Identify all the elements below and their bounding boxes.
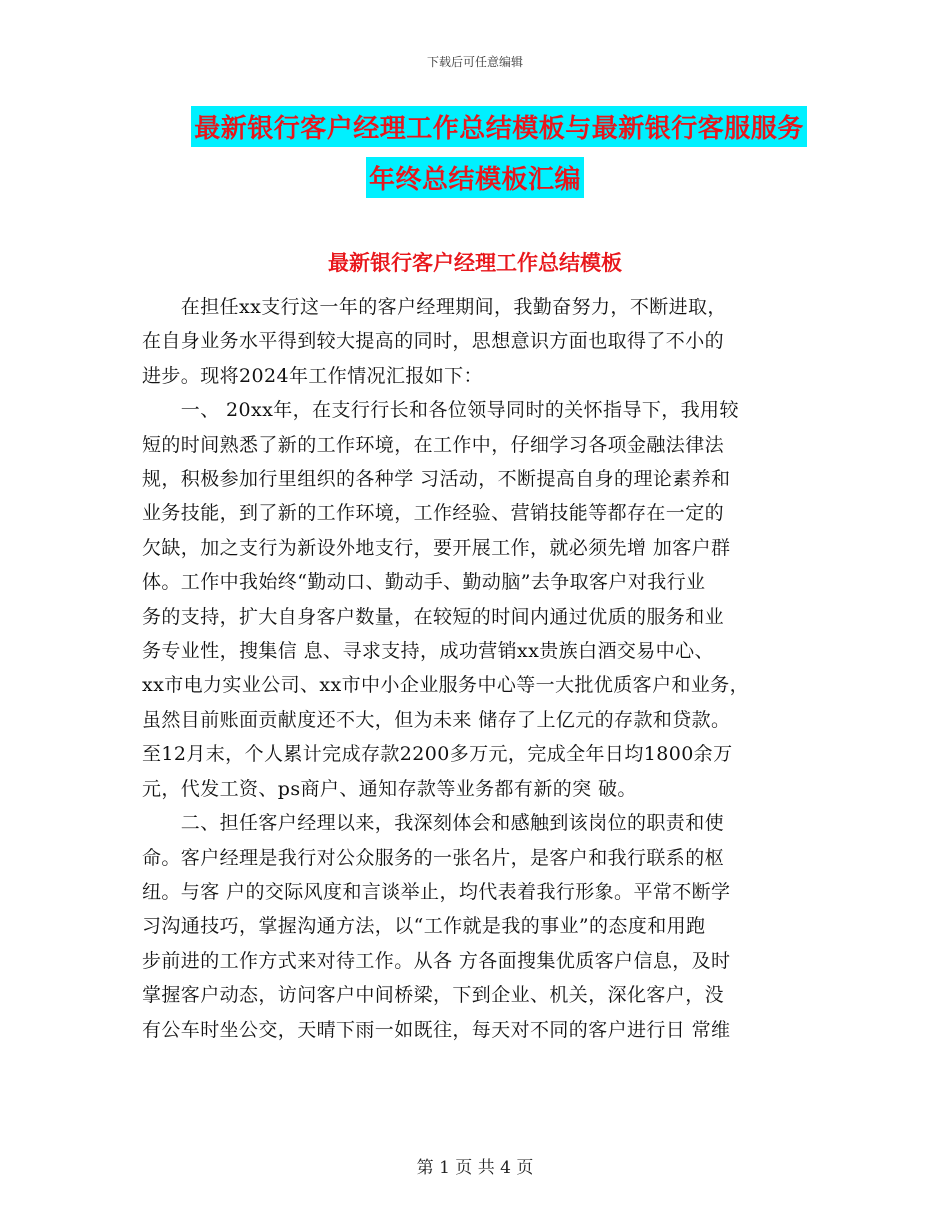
- body-line: 虽然目前账面贡献度还不大，但为未来 储存了上亿元的存款和贷款。: [142, 708, 731, 731]
- body-line: 务的支持，扩大自身客户数量，在较短的时间内通过优质的服务和业: [142, 605, 725, 628]
- page-header-note: 下载后可任意编辑: [426, 55, 523, 69]
- body-line: 进步。现将2024年工作情况汇报如下：: [142, 364, 483, 387]
- body-line: 有公车时坐公交，天晴下雨一如既往，每天对不同的客户进行日 常维: [142, 1018, 731, 1041]
- body-line: 一、 20xx年，在支行行长和各位领导同时的关怀指导下，我用较: [142, 399, 739, 422]
- body-line: 习沟通技巧，掌握沟通方法，以“工作就是我的事业”的态度和用跑: [142, 915, 706, 938]
- body-line: 至12月末，个人累计完成存款2200多万元，完成全年日均1800余万: [142, 743, 733, 766]
- body-line: 元，代发工资、ps商户、通知存款等业务都有新的突 破。: [142, 777, 637, 800]
- body-line: 务专业性，搜集信 息、寻求支持，成功营销xx贵族白酒交易中心、: [142, 640, 714, 663]
- body-text: [142, 290, 818, 1047]
- body-line: 规，积极参加行里组织的各种学 习活动，不断提高自身的理论素养和: [142, 468, 731, 491]
- body-line: 步前进的工作方式来对待工作。从各 方各面搜集优质客户信息，及时: [142, 949, 731, 972]
- section-title: 最新银行客户经理工作总结模板: [328, 251, 622, 275]
- body-line: 体。工作中我始终“勤动口、勤动手、勤动脑”去争取客户对我行业: [142, 571, 706, 594]
- body-line: 掌握客户动态，访问客户中间桥梁，下到企业、机关，深化客户，没: [142, 984, 725, 1007]
- body-line: 在自身业务水平得到较大提高的同时，思想意识方面也取得了不小的: [142, 330, 725, 353]
- body-line: xx市电力实业公司、xx市中小企业服务中心等一大批优质客户和业务，: [142, 674, 750, 697]
- document-title: [0, 106, 950, 208]
- body-line: 在担任xx支行这一年的客户经理期间，我勤奋努力，不断进取，: [142, 296, 727, 318]
- body-line: 二、担任客户经理以来，我深刻体会和感触到该岗位的职责和使: [142, 812, 725, 835]
- body-line: 欠缺，加之支行为新设外地支行，要开展工作，就必须先增 加客户群: [142, 536, 731, 559]
- document-title-line-2: 年终总结模板汇编: [366, 157, 584, 198]
- body-line: 短的时间熟悉了新的工作环境，在工作中，仔细学习各项金融法律法: [142, 433, 725, 456]
- body-line: 纽。与客 户的交际风度和言谈举止，均代表着我行形象。平常不断学: [142, 880, 731, 903]
- body-line: 命。客户经理是我行对公众服务的一张名片，是客户和我行联系的枢: [142, 846, 725, 869]
- page-number: 第 1 页 共 4 页: [416, 1158, 534, 1178]
- document-title-line-1: 最新银行客户经理工作总结模板与最新银行客服服务: [191, 106, 807, 147]
- body-line: 业务技能，到了新的工作环境，工作经验、营销技能等都存在一定的: [142, 502, 725, 525]
